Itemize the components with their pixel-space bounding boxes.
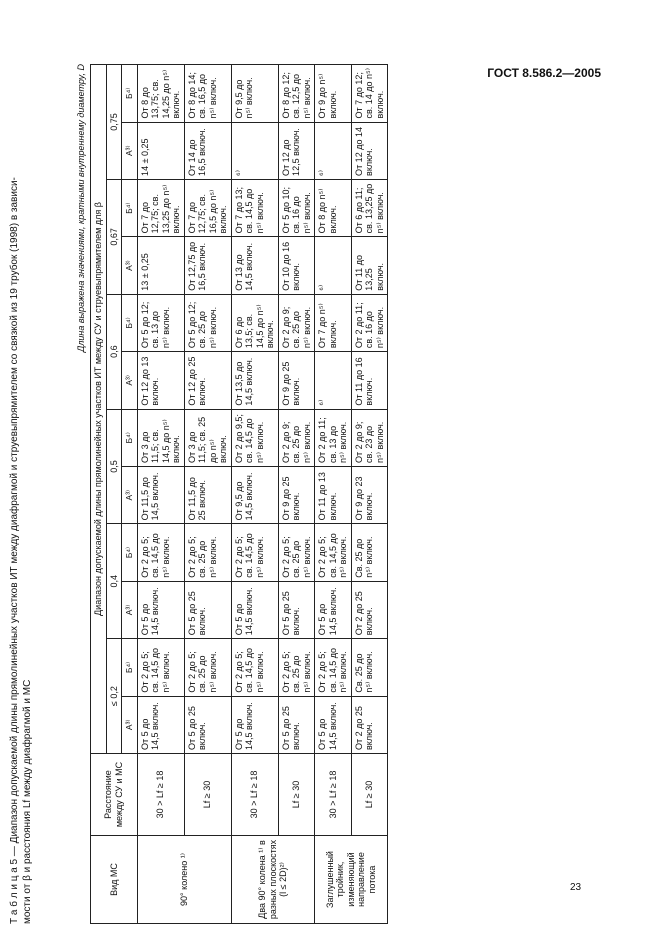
sub-header-a: А³⁾ — [122, 581, 138, 638]
range-cell: От 8 до n⁵⁾ включ. — [315, 179, 352, 236]
range-cell: От 5 до 14,5 включ. — [315, 581, 352, 638]
range-cell: От 5 до 25 включ. — [278, 696, 315, 753]
range-cell: От 9 до 25 включ. — [278, 466, 315, 523]
range-cell: Св. 25 до n⁵⁾ включ. — [351, 639, 388, 696]
sub-header-a: А³⁾ — [122, 696, 138, 753]
sub-header-a: А³⁾ — [122, 122, 138, 179]
range-cell: От 8 до 12; св. 12,5 до n⁵⁾ включ. — [278, 65, 315, 123]
range-cell: От 2 до 5; св. 14,5 до n⁵⁾ включ. — [137, 639, 184, 696]
beta-header: 0,5 — [106, 409, 122, 524]
range-cell: От 13,5 до 14,5 включ. — [231, 352, 278, 409]
range-cell: От 13 до 14,5 включ. — [231, 237, 278, 294]
mc-type-cell: Два 90° колена ¹⁾ в разных плоскостях (l ≤ 2D)²⁾ — [231, 836, 315, 924]
range-cell: От 2 до 5; св. 14,5 до n⁵⁾ включ. — [231, 639, 278, 696]
table-row — [351, 65, 388, 924]
range-cell: От 7 до 12; св. 14 до n⁵⁾ включ. — [351, 65, 388, 123]
range-cell: От 5 до 12; св. 25 до n⁵⁾ включ. — [184, 294, 231, 351]
table-row — [278, 65, 315, 924]
sub-header-b: Б⁴⁾ — [122, 294, 138, 351]
table-body — [137, 65, 388, 924]
range-cell: От 10 до 16 включ. — [278, 237, 315, 294]
range-cell: От 5 до 10; св. 16 до n⁵⁾ включ. — [278, 179, 315, 236]
range-cell: От 5 до 14,5 включ. — [137, 696, 184, 753]
range-cell: От 7 до 13; св. 14,5 до n⁵⁾ включ. — [231, 179, 278, 236]
range-cell: От 11,5 до 25 включ. — [184, 466, 231, 523]
range-cell: От 2 до 5; св. 25 до n⁵⁾ включ. — [278, 639, 315, 696]
units-note: Длина выражена значениями, кратными внутреннему диаметру, D — [76, 64, 86, 353]
distance-cell: Lf ≥ 30 — [184, 754, 231, 836]
range-cell: ⁶⁾ — [231, 122, 278, 179]
sub-header-b: Б⁴⁾ — [122, 65, 138, 123]
range-cell: От 11 до 13,25 включ. — [351, 237, 388, 294]
range-cell: От 9 до 23 включ. — [351, 466, 388, 523]
range-cell: От 5 до 14,5 включ. — [137, 581, 184, 638]
caption-line-2: мости от β и расстояния Lf между диафрагмой и МС — [22, 679, 33, 924]
range-cell: От 12 до 12,5 включ. — [278, 122, 315, 179]
distance-cell: 30 > Lf ≥ 18 — [137, 754, 184, 836]
range-cell: От 11,5 до 14,5 включ. — [137, 466, 184, 523]
range-cell: От 9 до n⁵⁾ включ. — [315, 65, 352, 123]
sub-header-a: А³⁾ — [122, 237, 138, 294]
beta-header: 0,75 — [106, 65, 122, 180]
beta-header: 0,6 — [106, 294, 122, 409]
range-cell: От 2 до 25 включ. — [351, 581, 388, 638]
table-row — [137, 65, 184, 924]
range-cell: 14 ± 0,25 — [137, 122, 184, 179]
range-cell: Св. 25 до n⁵⁾ включ. — [351, 524, 388, 581]
standard-code: ГОСТ 8.586.2—2005 — [487, 66, 601, 80]
range-cell: От 2 до 9; св. 25 до n⁵⁾ включ. — [278, 294, 315, 351]
sub-header-b: Б⁴⁾ — [122, 639, 138, 696]
range-cell: ⁶⁾ — [315, 352, 352, 409]
range-cell: От 12,75 до 16,5 включ. — [184, 237, 231, 294]
range-cell: От 6 до 11; св. 13,25 до n⁵⁾ включ. — [351, 179, 388, 236]
page-number: 23 — [570, 882, 582, 893]
range-cell: ⁶⁾ — [315, 122, 352, 179]
range-cell: От 5 до 14,5 включ. — [231, 696, 278, 753]
range-cell: От 3 до 11,5; св. 25 до n⁵⁾ включ. — [184, 409, 231, 466]
range-cell: От 5 до 12; св. 13 до n⁵⁾ включ. — [137, 294, 184, 351]
header-span-title: Диапазон допускаемой длины прямолинейных участков ИТ между СУ и струевыпрямителем для β — [91, 65, 107, 754]
header-mc-type: Вид МС — [91, 836, 138, 924]
header-distance: Расстояние между СУ и МС — [91, 754, 138, 836]
table-row — [231, 65, 278, 924]
range-cell: От 2 до 11; св. 16 до n⁵⁾ включ. — [351, 294, 388, 351]
range-cell: От 11 до 16 включ. — [351, 352, 388, 409]
range-cell: От 7 до n⁵⁾ включ. — [315, 294, 352, 351]
range-cell: От 5 до 25 включ. — [278, 581, 315, 638]
range-cell: 13 ± 0,25 — [137, 237, 184, 294]
distance-cell: 30 > Lf ≥ 18 — [231, 754, 278, 836]
sub-header-b: Б⁴⁾ — [122, 179, 138, 236]
range-cell: От 5 до 14,5 включ. — [231, 581, 278, 638]
range-cell: От 14 до 16,5 включ. — [184, 122, 231, 179]
range-cell: От 2 до 11; св. 13 до n⁵⁾ включ. — [315, 409, 352, 466]
range-cell: От 2 до 5; св. 25 до n⁵⁾ включ. — [184, 639, 231, 696]
range-cell: От 2 до 9; св. 23 до n⁵⁾ включ. — [351, 409, 388, 466]
range-cell: От 12 до 25 включ. — [184, 352, 231, 409]
data-table — [90, 64, 388, 924]
range-cell: От 8 до 13,75; св. 14,25 до n⁵⁾ включ. — [137, 65, 184, 123]
range-cell: От 2 до 5; св. 14,5 до n⁵⁾ включ. — [137, 524, 184, 581]
distance-cell: Lf ≥ 30 — [278, 754, 315, 836]
range-cell: От 3 до 11,5; св. 14,5 до n⁵⁾ включ. — [137, 409, 184, 466]
beta-header: 0,4 — [106, 524, 122, 639]
mc-type-cell: 90° колено ¹⁾ — [137, 836, 231, 924]
range-cell: От 2 до 5; св. 25 до n⁵⁾ включ. — [278, 524, 315, 581]
range-cell: От 7 до 12,75; св. 13,25 до n⁵⁾ включ. — [137, 179, 184, 236]
range-cell: От 5 до 25 включ. — [184, 696, 231, 753]
range-cell: От 9 до 25 включ. — [278, 352, 315, 409]
table-caption — [8, 64, 34, 924]
range-cell: От 8 до 14; св. 16,5 до n⁵⁾ включ. — [184, 65, 231, 123]
range-cell: От 12 до 13 включ. — [137, 352, 184, 409]
distance-cell: Lf ≥ 30 — [351, 754, 388, 836]
sub-header-a: А³⁾ — [122, 466, 138, 523]
range-cell: От 9,5 до n⁵⁾ включ. — [231, 65, 278, 123]
rotated-table-area — [9, 64, 610, 924]
table-row — [184, 65, 231, 924]
range-cell: От 11 до 13 включ. — [315, 466, 352, 523]
range-cell: От 2 до 9,5; св. 14,5 до n⁵⁾ включ. — [231, 409, 278, 466]
beta-header: ≤ 0,2 — [106, 639, 122, 754]
range-cell: От 2 до 5; св. 14,5 до n⁵⁾ включ. — [315, 639, 352, 696]
range-cell: От 2 до 5; св. 14,5 до n⁵⁾ включ. — [231, 524, 278, 581]
range-cell: От 2 до 9; св. 25 до n⁵⁾ включ. — [278, 409, 315, 466]
beta-header: 0,67 — [106, 179, 122, 294]
sub-header-a: А³⁾ — [122, 352, 138, 409]
range-cell: От 6 до 13,5; св. 14,5 до n⁵⁾ включ. — [231, 294, 278, 351]
range-cell: От 5 до 14,5 включ. — [315, 696, 352, 753]
table-row — [315, 65, 352, 924]
range-cell: ⁶⁾ — [315, 237, 352, 294]
range-cell: От 7 до 12,75; св. 16,5 до n⁵⁾ включ. — [184, 179, 231, 236]
distance-cell: 30 > Lf ≥ 18 — [315, 754, 352, 836]
range-cell: От 2 до 25 включ. — [351, 696, 388, 753]
sub-header-b: Б⁴⁾ — [122, 524, 138, 581]
range-cell: От 5 до 25 включ. — [184, 581, 231, 638]
range-cell: От 2 до 5; св. 25 до n⁵⁾ включ. — [184, 524, 231, 581]
sub-header-b: Б⁴⁾ — [122, 409, 138, 466]
range-cell: От 12 до 14 включ. — [351, 122, 388, 179]
mc-type-cell: Заглушенный тройник, изменяющий направление потока — [315, 836, 388, 924]
range-cell: От 9,5 до 14,5 включ. — [231, 466, 278, 523]
range-cell: От 2 до 5; св. 14,5 до n⁵⁾ включ. — [315, 524, 352, 581]
caption-line-1: Т а б л и ц а 5 — Диапазон допускаемой длины прямолинейных участков ИТ между диафрагмой и струевыпрямителем со связкой из 19 трубок (1998) в зависи- — [9, 177, 20, 924]
